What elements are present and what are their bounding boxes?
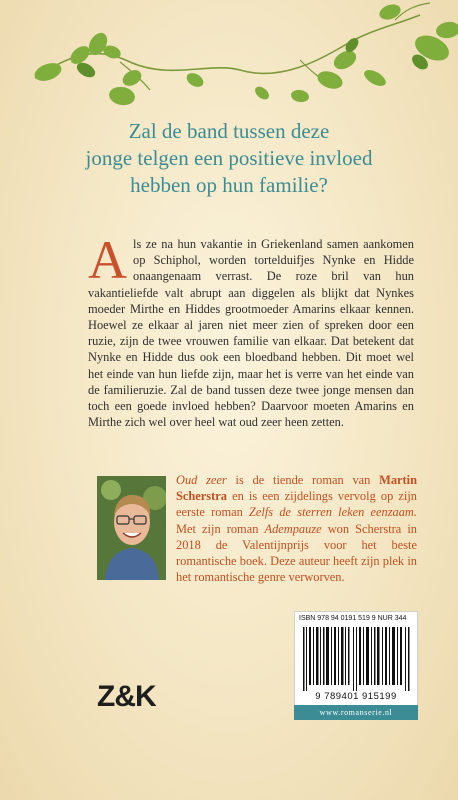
author-name: Martin Scherstra <box>176 473 417 504</box>
vine-leaves-decoration <box>0 0 458 115</box>
drop-cap: A <box>88 230 127 290</box>
book-title: Oud zeer <box>176 473 227 487</box>
headline-line-3: hebben op hun familie? <box>130 173 328 197</box>
publisher-logo: Z&K <box>97 680 156 713</box>
website-url: www.romanserie.nl <box>294 705 418 720</box>
cover-headline <box>40 118 418 199</box>
author-photo <box>97 476 166 580</box>
blurb-paragraph <box>88 230 414 430</box>
earlier-book-title: Zelfs de sterren leken eenzaam. <box>249 505 417 520</box>
blurb-text: ls ze na hun vakantie in Griekenland samen aankomen op Schiphol, worden tortelduifjes Nynke en Hidde onaangenaam verrast. De roze bril van hun vakantieliefde valt abrupt aan diggelen als blijkt dat Nynkes moeder Mirthe en Hiddes grootmoeder Amarins elkaar kennen. Hoewel ze elkaar al jaren niet meer zien of spreken door een ruzie, zijn de twee vrouwen familie van elkaar. Dat betekent dat Nynke en Hidde dus ook een bloedband hebben. Dit moet wel het einde van hun liefde zijn, maar het is verre van het einde van de familieruzie. Zal de band tussen deze twee jonge mensen dan toch een goede invloed hebben? Daarvoor moeten Amarins en Mirthe zich wel over heel wat oud zeer heen zetten. <box>88 237 414 430</box>
barcode-digits: 9 789401 915199 <box>315 691 397 702</box>
headline-line-2: jonge telgen een positieve invloed <box>85 146 373 170</box>
barcode-box <box>294 611 418 720</box>
author-bio: Oud zeer is de tiende roman van Martin Scherstra en is een zijdelings vervolg op zijn eerste roman Zelfs de sterren leken eenzaam. Met zijn roman Adempauze won Scherstra in 2018 de Valentijnprijs voor het beste romantische boek. Deze auteur heeft zijn plek in het romantische genre verworven. <box>176 473 417 585</box>
award-book-title: Adempauze <box>264 521 322 536</box>
barcode-icon <box>301 627 411 691</box>
isbn-label: ISBN 978 94 0191 519 9 NUR 344 <box>299 615 407 622</box>
headline-line-1: Zal de band tussen deze <box>128 119 330 143</box>
